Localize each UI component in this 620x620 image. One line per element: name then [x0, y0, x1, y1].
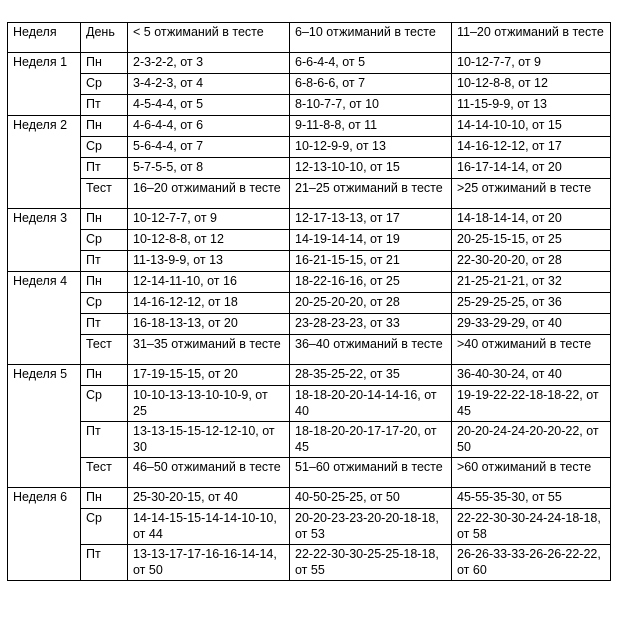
day-cell: Пн: [81, 272, 128, 293]
cell-11-20: 20-25-15-15, от 25: [452, 230, 611, 251]
week-cell: Неделя 3: [8, 209, 81, 230]
cell-11-20: 29-33-29-29, от 40: [452, 314, 611, 335]
cell-6-10: 9-11-8-8, от 11: [290, 116, 452, 137]
cell-11-20: >40 отжиманий в тесте: [452, 335, 611, 365]
cell-lt5: 13-13-17-17-16-16-14-14, от 50: [128, 545, 290, 581]
day-cell: Ср: [81, 74, 128, 95]
cell-lt5: 3-4-2-3, от 4: [128, 74, 290, 95]
cell-lt5: 10-12-7-7, от 9: [128, 209, 290, 230]
week-cell: [8, 74, 81, 95]
header-day: День: [81, 23, 128, 53]
cell-lt5: 31–35 отжиманий в тесте: [128, 335, 290, 365]
week-cell: [8, 458, 81, 488]
week-cell: [8, 95, 81, 116]
cell-6-10: 14-19-14-14, от 19: [290, 230, 452, 251]
day-cell: Пт: [81, 545, 128, 581]
table-row: [8, 365, 611, 386]
cell-11-20: 36-40-30-24, от 40: [452, 365, 611, 386]
week-cell: [8, 314, 81, 335]
cell-6-10: 40-50-25-25, от 50: [290, 488, 452, 509]
cell-6-10: 18-18-20-20-17-17-20, от 45: [290, 422, 452, 458]
week-cell: [8, 158, 81, 179]
cell-lt5: 16–20 отжиманий в тесте: [128, 179, 290, 209]
week-cell: [8, 251, 81, 272]
week-cell: [8, 179, 81, 209]
cell-6-10: 51–60 отжиманий в тесте: [290, 458, 452, 488]
cell-lt5: 46–50 отжиманий в тесте: [128, 458, 290, 488]
week-cell: [8, 137, 81, 158]
day-cell: Пт: [81, 158, 128, 179]
header-col3: 11–20 отжиманий в тесте: [452, 23, 611, 53]
cell-lt5: 4-6-4-4, от 6: [128, 116, 290, 137]
table-row: [8, 545, 611, 581]
day-cell: Пн: [81, 116, 128, 137]
day-cell: Тест: [81, 458, 128, 488]
cell-lt5: 12-14-11-10, от 16: [128, 272, 290, 293]
table-row: [8, 74, 611, 95]
cell-lt5: 17-19-15-15, от 20: [128, 365, 290, 386]
cell-lt5: 4-5-4-4, от 5: [128, 95, 290, 116]
day-cell: Ср: [81, 509, 128, 545]
cell-lt5: 16-18-13-13, от 20: [128, 314, 290, 335]
cell-6-10: 6-6-4-4, от 5: [290, 53, 452, 74]
cell-6-10: 23-28-23-23, от 33: [290, 314, 452, 335]
table-row: [8, 422, 611, 458]
table-row: [8, 314, 611, 335]
table-row: [8, 53, 611, 74]
header-row: [8, 23, 611, 53]
cell-6-10: 12-17-13-13, от 17: [290, 209, 452, 230]
cell-lt5: 2-3-2-2, от 3: [128, 53, 290, 74]
table-row: [8, 137, 611, 158]
cell-6-10: 10-12-9-9, от 13: [290, 137, 452, 158]
cell-11-20: 19-19-22-22-18-18-22, от 45: [452, 386, 611, 422]
cell-6-10: 12-13-10-10, от 15: [290, 158, 452, 179]
day-cell: Ср: [81, 293, 128, 314]
cell-11-20: 10-12-8-8, от 12: [452, 74, 611, 95]
cell-11-20: 21-25-21-21, от 32: [452, 272, 611, 293]
cell-lt5: 10-12-8-8, от 12: [128, 230, 290, 251]
day-cell: Ср: [81, 230, 128, 251]
cell-lt5: 11-13-9-9, от 13: [128, 251, 290, 272]
table-row: [8, 116, 611, 137]
week-cell: Неделя 6: [8, 488, 81, 509]
week-cell: [8, 293, 81, 314]
cell-11-20: 14-16-12-12, от 17: [452, 137, 611, 158]
cell-6-10: 6-8-6-6, от 7: [290, 74, 452, 95]
cell-6-10: 16-21-15-15, от 21: [290, 251, 452, 272]
table-row: [8, 386, 611, 422]
day-cell: Пн: [81, 488, 128, 509]
cell-6-10: 20-20-23-23-20-20-18-18, от 53: [290, 509, 452, 545]
cell-lt5: 5-6-4-4, от 7: [128, 137, 290, 158]
cell-11-20: 10-12-7-7, от 9: [452, 53, 611, 74]
cell-11-20: 45-55-35-30, от 55: [452, 488, 611, 509]
cell-6-10: 8-10-7-7, от 10: [290, 95, 452, 116]
day-cell: Пт: [81, 95, 128, 116]
week-cell: [8, 509, 81, 545]
cell-11-20: >60 отжиманий в тесте: [452, 458, 611, 488]
header-col2: 6–10 отжиманий в тесте: [290, 23, 452, 53]
table-row: [8, 209, 611, 230]
table-row: [8, 488, 611, 509]
cell-6-10: 36–40 отжиманий в тесте: [290, 335, 452, 365]
cell-11-20: 16-17-14-14, от 20: [452, 158, 611, 179]
week-cell: [8, 230, 81, 251]
cell-11-20: 26-26-33-33-26-26-22-22, от 60: [452, 545, 611, 581]
week-cell: [8, 545, 81, 581]
day-cell: Пн: [81, 365, 128, 386]
cell-6-10: 28-35-25-22, от 35: [290, 365, 452, 386]
table-row: [8, 293, 611, 314]
day-cell: Пт: [81, 314, 128, 335]
cell-6-10: 20-25-20-20, от 28: [290, 293, 452, 314]
cell-6-10: 21–25 отжиманий в тесте: [290, 179, 452, 209]
table-row: [8, 272, 611, 293]
cell-11-20: 20-20-24-24-20-20-22, от 50: [452, 422, 611, 458]
week-cell: [8, 386, 81, 422]
table-row: [8, 509, 611, 545]
day-cell: Пт: [81, 422, 128, 458]
week-cell: Неделя 2: [8, 116, 81, 137]
cell-lt5: 25-30-20-15, от 40: [128, 488, 290, 509]
week-cell: Неделя 1: [8, 53, 81, 74]
cell-11-20: 14-18-14-14, от 20: [452, 209, 611, 230]
cell-lt5: 14-16-12-12, от 18: [128, 293, 290, 314]
week-cell: [8, 335, 81, 365]
week-cell: Неделя 4: [8, 272, 81, 293]
training-table: [7, 22, 611, 581]
table-row: [8, 158, 611, 179]
header-col1: < 5 отжиманий в тесте: [128, 23, 290, 53]
week-cell: Неделя 5: [8, 365, 81, 386]
cell-11-20: 22-30-20-20, от 28: [452, 251, 611, 272]
day-cell: Пн: [81, 209, 128, 230]
cell-6-10: 18-18-20-20-14-14-16, от 40: [290, 386, 452, 422]
cell-6-10: 22-22-30-30-25-25-18-18, от 55: [290, 545, 452, 581]
header-week: Неделя: [8, 23, 81, 53]
day-cell: Тест: [81, 179, 128, 209]
table-row: [8, 251, 611, 272]
cell-11-20: 22-22-30-30-24-24-18-18, от 58: [452, 509, 611, 545]
day-cell: Ср: [81, 386, 128, 422]
cell-lt5: 13-13-15-15-12-12-10, от 30: [128, 422, 290, 458]
day-cell: Пн: [81, 53, 128, 74]
test-row: [8, 335, 611, 365]
cell-6-10: 18-22-16-16, от 25: [290, 272, 452, 293]
day-cell: Пт: [81, 251, 128, 272]
test-row: [8, 179, 611, 209]
cell-lt5: 5-7-5-5, от 8: [128, 158, 290, 179]
day-cell: Тест: [81, 335, 128, 365]
cell-lt5: 14-14-15-15-14-14-10-10, от 44: [128, 509, 290, 545]
table-row: [8, 230, 611, 251]
cell-11-20: >25 отжиманий в тесте: [452, 179, 611, 209]
cell-lt5: 10-10-13-13-10-10-9, от 25: [128, 386, 290, 422]
week-cell: [8, 422, 81, 458]
day-cell: Ср: [81, 137, 128, 158]
cell-11-20: 14-14-10-10, от 15: [452, 116, 611, 137]
cell-11-20: 25-29-25-25, от 36: [452, 293, 611, 314]
table-row: [8, 95, 611, 116]
test-row: [8, 458, 611, 488]
cell-11-20: 11-15-9-9, от 13: [452, 95, 611, 116]
